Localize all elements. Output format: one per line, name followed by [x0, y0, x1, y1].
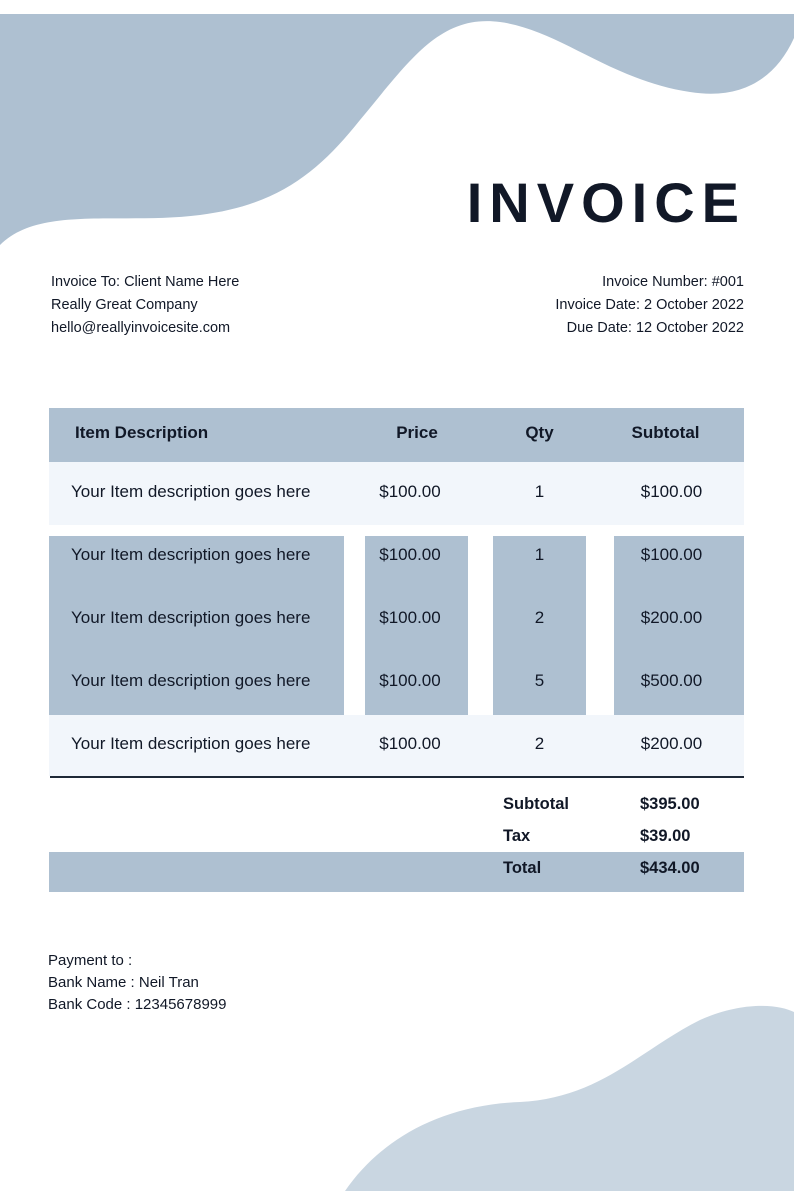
header-item-description: Item Description	[75, 423, 209, 442]
row-4-price: $100.00	[379, 671, 441, 690]
summary-tax-label: Tax	[503, 827, 531, 845]
summary-total-value: $434.00	[640, 859, 700, 877]
row-5-price: $100.00	[379, 734, 441, 753]
summary-subtotal-value: $395.00	[640, 795, 700, 813]
table-divider	[50, 776, 744, 778]
row-3-price: $100.00	[379, 608, 441, 627]
row-4-subtotal: $500.00	[640, 671, 703, 690]
header-subtotal: Subtotal	[631, 423, 700, 442]
row-4-description: Your Item description goes here	[71, 671, 311, 690]
row-3-subtotal: $200.00	[640, 608, 703, 627]
row-1-subtotal: $100.00	[640, 482, 703, 501]
invoice-meta-block	[555, 271, 744, 340]
row-2-qty: 1	[534, 545, 545, 564]
row-1-description: Your Item description goes here	[71, 482, 311, 501]
row-2-subtotal: $100.00	[640, 545, 703, 564]
invoice-number: Invoice Number: #001	[602, 274, 744, 290]
header-qty: Qty	[525, 423, 554, 442]
summary-subtotal-label: Subtotal	[503, 795, 569, 813]
payment-block	[48, 950, 226, 1016]
row-5-description: Your Item description goes here	[71, 734, 311, 753]
bill-to-email: hello@reallyinvoicesite.com	[51, 320, 231, 336]
row-5-subtotal: $200.00	[640, 734, 703, 753]
row-1-price: $100.00	[379, 482, 441, 501]
payment-heading: Payment to :	[48, 952, 133, 969]
row-1-qty: 1	[534, 482, 545, 501]
bill-to-block	[51, 271, 239, 340]
bottom-wave-shape	[345, 1006, 794, 1191]
row-3-qty: 2	[534, 608, 545, 627]
row-2-description: Your Item description goes here	[71, 545, 311, 564]
row-2-price: $100.00	[379, 545, 441, 564]
summary-total-label: Total	[503, 859, 542, 877]
row-3-description: Your Item description goes here	[71, 608, 311, 627]
bill-to-client: Invoice To: Client Name Here	[51, 274, 240, 290]
payment-bank-code: Bank Code : 12345678999	[48, 996, 227, 1013]
summary-tax-value: $39.00	[640, 827, 691, 845]
row-5-qty: 2	[534, 734, 545, 753]
bill-to-company: Really Great Company	[51, 297, 198, 313]
row-4-qty: 5	[534, 671, 545, 690]
invoice-date: Invoice Date: 2 October 2022	[555, 297, 744, 313]
invoice-due-date: Due Date: 12 October 2022	[566, 320, 744, 336]
invoice-title: INVOICE	[466, 171, 746, 234]
payment-bank-name: Bank Name : Neil Tran	[48, 974, 199, 991]
header-price: Price	[396, 423, 438, 442]
